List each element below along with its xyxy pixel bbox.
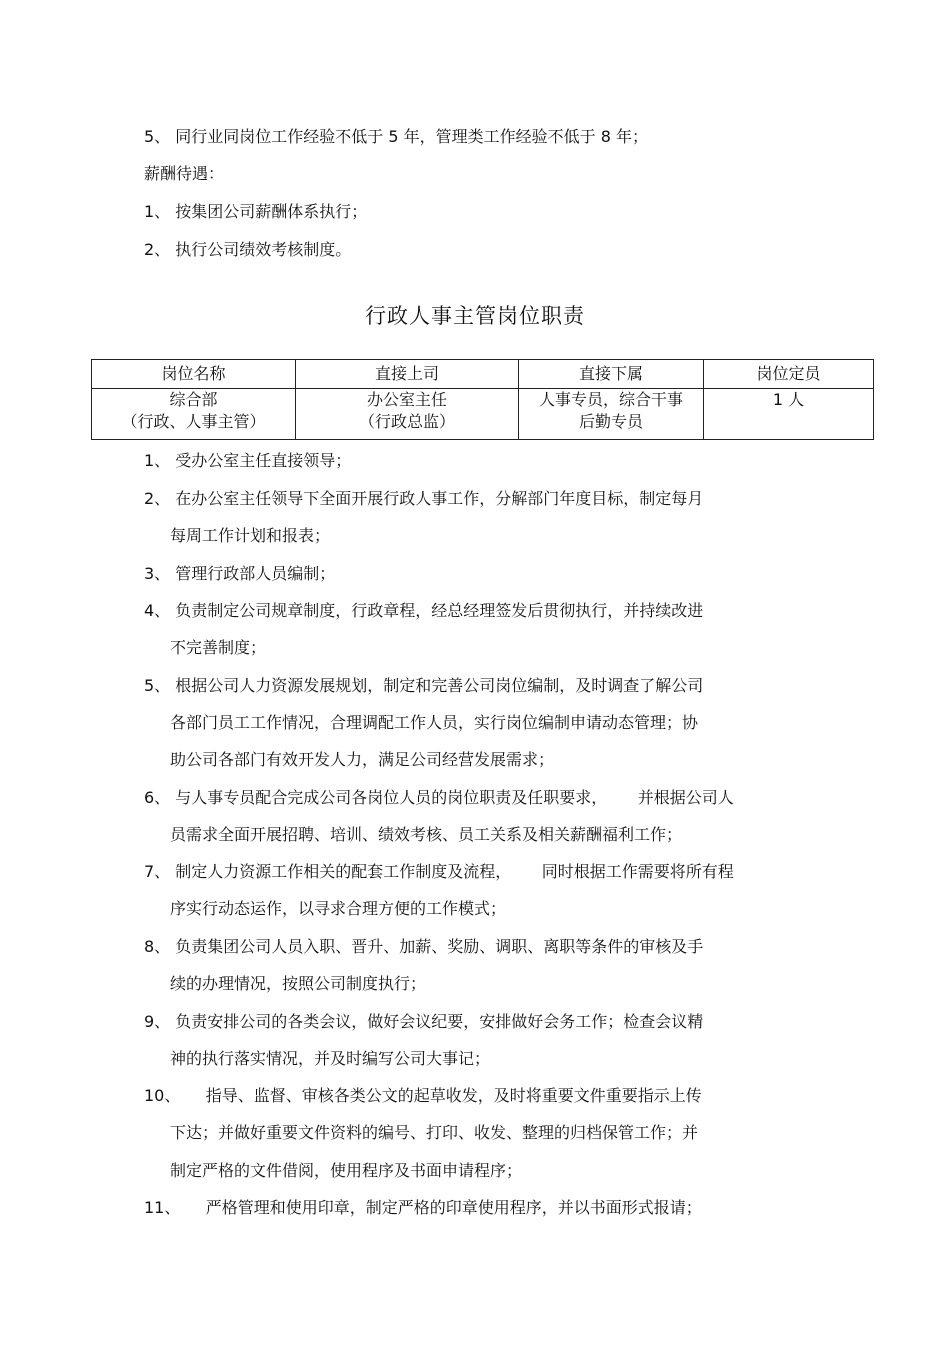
position-info-table	[91, 359, 874, 440]
header-headcount: 岗位定员	[704, 360, 874, 389]
duty-1: 1、 受办公室主任直接领导；	[144, 451, 352, 470]
duty-6: 6、 与人事专员配合完成公司各岗位人员的岗位职责及任职要求， 并根据公司人	[144, 788, 734, 807]
duty-2: 2、 在办公室主任领导下全面开展行政人事工作，分解部门年度目标，制定每月	[144, 489, 704, 508]
duty-10-cont-2: 制定严格的文件借阅，使用程序及书面申请程序；	[170, 1161, 523, 1180]
header-direct-subordinate: 直接下属	[519, 360, 704, 389]
position-title: （行政、人事主管）	[121, 412, 266, 431]
duty-9-cont: 神的执行落实情况，并及时编写公司大事记；	[170, 1049, 491, 1068]
duty-10-cont-1: 下达；并做好重要文件资料的编号、打印、收发、整理的归档保管工作；并	[170, 1123, 699, 1142]
table-header-row	[92, 360, 874, 389]
salary-item-1: 1、 按集团公司薪酬体系执行；	[144, 202, 368, 221]
table-row	[92, 389, 874, 440]
cell-direct-superior	[296, 389, 519, 440]
duty-7-cont: 序实行动态运作，以寻求合理方便的工作模式；	[170, 899, 507, 918]
duty-7: 7、 制定人力资源工作相关的配套工作制度及流程， 同时根据工作需要将所有程	[144, 862, 734, 881]
duty-4-cont: 不完善制度；	[170, 638, 267, 657]
duty-5-cont-2: 助公司各部门有效开发人力，满足公司经营发展需求；	[170, 750, 555, 769]
cell-direct-subordinate	[519, 389, 704, 440]
header-position-name: 岗位名称	[92, 360, 296, 389]
requirement-item-5: 5、 同行业同岗位工作经验不低于 5 年，管理类工作经验不低于 8 年；	[144, 127, 648, 146]
duty-2-cont: 每周工作计划和报表；	[170, 526, 331, 545]
superior-alt: （行政总监）	[358, 412, 455, 431]
duty-6-cont: 员需求全面开展招聘、培训、绩效考核、员工关系及相关薪酬福利工作；	[170, 825, 683, 844]
page-title: 行政人事主管岗位职责	[365, 304, 585, 328]
headcount-value: 1 人	[772, 390, 805, 409]
duty-4: 4、 负责制定公司规章制度，行政章程，经总经理签发后贯彻执行，并持续改进	[144, 601, 704, 620]
duty-3: 3、 管理行政部人员编制；	[144, 564, 336, 583]
position-dept: 综合部	[169, 390, 218, 409]
cell-headcount	[704, 389, 874, 440]
subordinate-line-2: 后勤专员	[578, 412, 643, 431]
duty-5-cont-1: 各部门员工工作情况，合理调配工作人员，实行岗位编制申请动态管理；协	[170, 713, 699, 732]
salary-heading: 薪酬待遇：	[144, 164, 225, 183]
header-direct-superior: 直接上司	[296, 360, 519, 389]
duty-11: 11、 严格管理和使用印章，制定严格的印章使用程序，并以书面形式报请；	[144, 1198, 702, 1217]
duty-8-cont: 续的办理情况，按照公司制度执行；	[170, 974, 427, 993]
cell-position-name	[92, 389, 296, 440]
duty-9: 9、 负责安排公司的各类会议，做好会议纪要，安排做好会务工作；检查会议精	[144, 1012, 704, 1031]
salary-item-2: 2、 执行公司绩效考核制度。	[144, 240, 352, 259]
duty-10: 10、 指导、监督、审核各类公文的起草收发，及时将重要文件重要指示上传	[144, 1086, 702, 1105]
subordinate-line-1: 人事专员，综合干事	[538, 390, 683, 409]
duty-8: 8、 负责集团公司人员入职、晋升、加薪、奖励、调职、离职等条件的审核及手	[144, 937, 704, 956]
superior-title: 办公室主任	[366, 390, 447, 409]
duty-5: 5、 根据公司人力资源发展规划，制定和完善公司岗位编制，及时调查了解公司	[144, 676, 704, 695]
